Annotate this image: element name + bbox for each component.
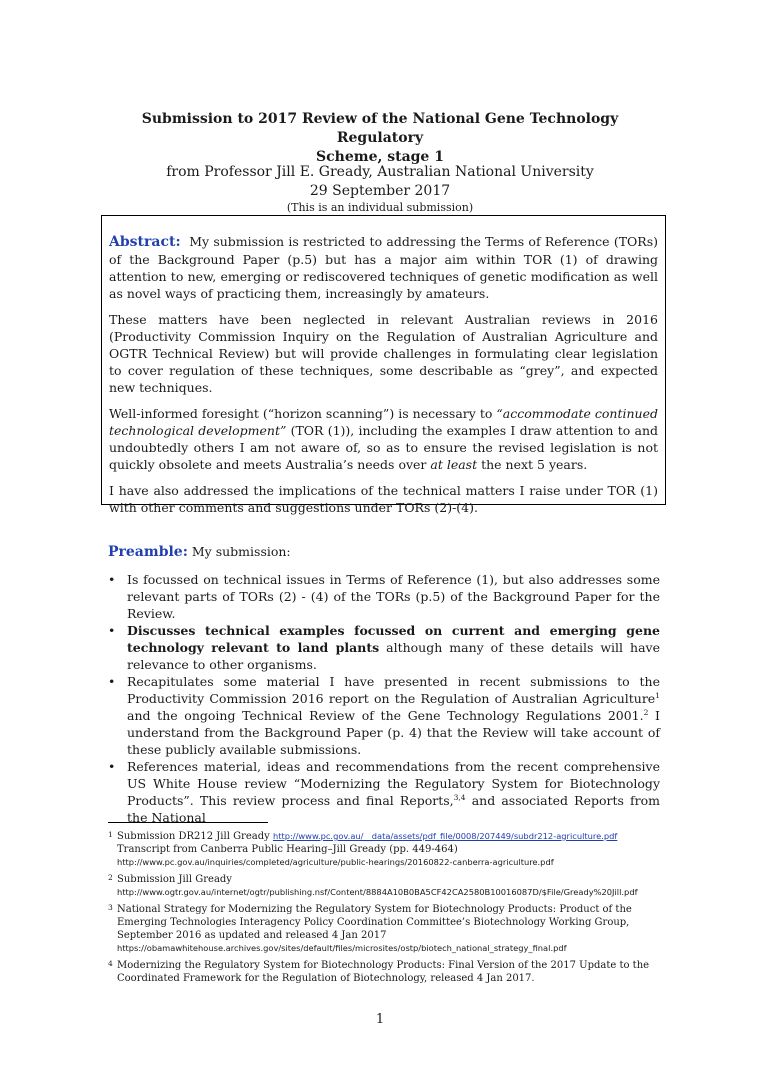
abstract-p3-quote: “accommodate continued technological development” <box>109 406 658 438</box>
footnote-number: 1 <box>108 830 113 839</box>
author-block <box>110 163 650 201</box>
footnote-text: Submission Jill Gready <box>117 874 232 885</box>
abstract-p3-emphasis: at least <box>430 457 478 472</box>
footnote-ref-2[interactable]: 2 <box>643 707 649 717</box>
author-line: from Professor Jill E. Gready, Australian National University <box>166 164 594 180</box>
preamble-section <box>108 543 660 826</box>
submission-date: 29 September 2017 <box>309 183 451 199</box>
footnote-number: 4 <box>108 959 113 968</box>
list-item <box>108 622 660 673</box>
abstract-paragraph-4: I have also addressed the implications of the technical matters I raise under TOR (1) with other comments and suggestions under TORs (2)-(4). <box>109 483 658 515</box>
footnote-divider <box>108 822 268 823</box>
footnote-text: Transcript from Canberra Public Hearing–Jill Gready (pp. 449-464) <box>117 844 458 855</box>
abstract-paragraph-2: These matters have been neglected in relevant Australian reviews in 2016 (Productivity Commission Inquiry on the Regulation of Australian Agriculture and OGTR Technical Review) but will provide challenges in formulating clear legislation to cover regulation of these techniques, some describable as “grey”, and expected new techniques. <box>109 312 658 395</box>
title-line-1: Submission to 2017 Review of the National Gene Technology Regulatory <box>141 111 619 146</box>
preamble-list <box>108 571 660 826</box>
list-item-bold-text: Discusses technical examples focussed on current and emerging gene technology relevant to land plants <box>127 623 660 655</box>
footnote-url: https://obamawhitehouse.archives.gov/sites/default/files/microsites/ostp/biotech_national_strategy_final.pdf <box>117 943 567 953</box>
preamble-heading <box>108 543 660 561</box>
abstract-p3-part-c: the next 5 years. <box>477 457 588 472</box>
footnote-ref-3-4[interactable]: 3,4 <box>453 792 466 802</box>
list-item-text: and the ongoing Technical Review of the Gene Technology Regulations 2001. <box>127 708 644 723</box>
list-item-text: and associated Reports from the National <box>127 793 661 825</box>
preamble-label: Preamble: <box>108 544 188 560</box>
footnote-number: 3 <box>108 903 113 912</box>
preamble-intro: My submission: <box>191 544 291 559</box>
list-item <box>108 758 660 826</box>
list-item-text: References material, ideas and recommendations from the recent comprehensive US White House review “Modernizing the Regulatory System for Biotechnology Products”. This review process and final Reports, <box>127 759 660 808</box>
footnote-link[interactable]: http://www.pc.gov.au/__data/assets/pdf_file/0008/207449/subdr212-agriculture.pdf <box>272 831 618 841</box>
bullet-icon: • <box>108 674 116 689</box>
list-item <box>108 673 660 758</box>
list-item <box>108 571 660 622</box>
footnote-2 <box>108 873 660 899</box>
abstract-p1-text: My submission is restricted to addressing the Terms of Reference (TORs) of the Background Paper (p.5) but has a major aim within TOR (1) of drawing attention to new, emerging or rediscovered techniques of genetic modification as well as novel ways of practicing them, increasingly by amateurs. <box>109 234 658 301</box>
individual-submission-note: (This is an individual submission) <box>286 201 474 214</box>
abstract-paragraph-3 <box>109 405 658 473</box>
list-item-text: Is focussed on technical issues in Terms of Reference (1), but also addresses some relevant parts of TORs (2) - (4) of the TORs (p.5) of the Background Paper for the Review. <box>127 572 660 621</box>
footnote-text: Submission DR212 Jill Gready <box>117 831 273 842</box>
bullet-icon: • <box>108 623 116 638</box>
footnote-1 <box>108 830 660 869</box>
abstract-box <box>101 215 666 515</box>
title-line-2: Scheme, stage 1 <box>316 149 444 165</box>
abstract-label: Abstract: <box>109 234 181 250</box>
footnote-url: http://www.pc.gov.au/inquiries/completed/agriculture/public-hearings/20160822-canberra-agriculture.pdf <box>117 857 554 867</box>
abstract-paragraph-1 <box>109 233 658 302</box>
bullet-icon: • <box>108 572 116 587</box>
list-item-text: although many of these details will have relevance to other organisms. <box>127 640 660 672</box>
footnote-4 <box>108 959 660 985</box>
footnote-ref-1[interactable]: 1 <box>655 690 660 700</box>
list-item-text: Recapitulates some material I have presented in recent submissions to the Productivity Commission 2016 report on the Regulation of Australian Agriculture <box>127 674 660 706</box>
footnote-text: Modernizing the Regulatory System for Biotechnology Products: Final Version of the 2017 Update to the Coordinated Framework for the Regulation of Biotechnology, released 4 Jan 2017. <box>117 960 650 984</box>
list-item-text: I understand from the Background Paper (p. 4) that the Review will take account of these publicly available submissions. <box>127 708 660 757</box>
footnote-3 <box>108 903 660 955</box>
footnote-url: http://www.ogtr.gov.au/internet/ogtr/publishing.nsf/Content/8884A10B0BA5CF42CA2580B10016087D/$File/Gready%20Jill.pdf <box>117 887 638 897</box>
abstract-p3-part-a: Well-informed foresight (“horizon scanning”) is necessary to <box>109 406 497 421</box>
footnote-text: National Strategy for Modernizing the Regulatory System for Biotechnology Products: Product of the Emerging Technologies Interagency Policy Coordination Committee’s Biotechnology Working Group, September 2016 as updated and released 4 Jan 2017 <box>117 904 632 941</box>
abstract-p3-part-b: (TOR (1)), including the examples I draw attention to and undoubtedly others I am not aware of, so as to ensure the revised legislation is not quickly obsolete and meets Australia’s needs over <box>109 423 658 472</box>
bullet-icon: • <box>108 759 116 774</box>
footnotes <box>108 830 660 989</box>
footnote-number: 2 <box>108 873 113 882</box>
document-title <box>110 110 650 167</box>
page-number: 1 <box>375 1012 385 1027</box>
